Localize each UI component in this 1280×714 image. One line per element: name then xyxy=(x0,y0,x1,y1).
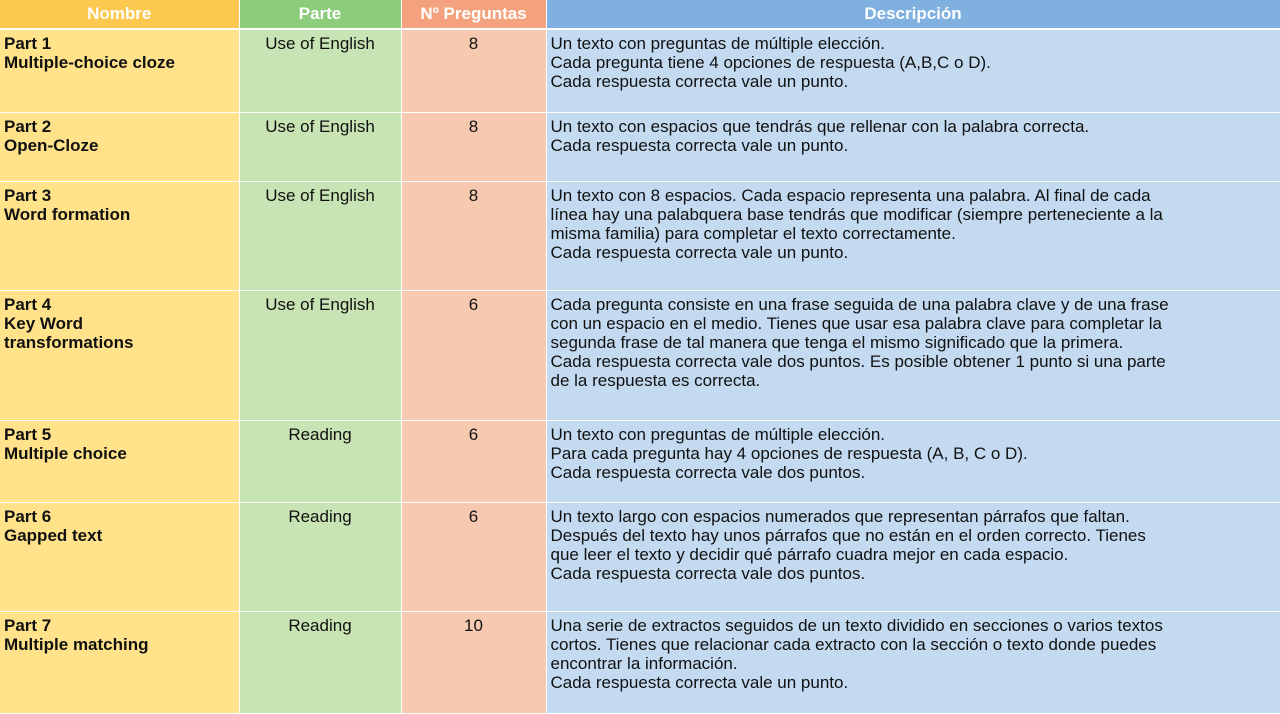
section-cell: Reading xyxy=(239,503,401,612)
description-line: Un texto con preguntas de múltiple elección. xyxy=(550,34,886,53)
description-line: Cada respuesta correcta vale dos puntos. Es posible obtener 1 punto si una parte xyxy=(550,352,1166,371)
part-label: Part 7 xyxy=(4,616,52,635)
name-cell xyxy=(0,182,239,291)
description-cell xyxy=(546,612,1280,714)
header-num-preguntas: Nº Preguntas xyxy=(401,0,546,29)
part-title: Open-Cloze xyxy=(4,136,99,155)
table-row xyxy=(0,503,1280,612)
part-title: Word formation xyxy=(4,205,131,224)
description-line: que leer el texto y decidir qué párrafo cuadra mejor en cada espacio. xyxy=(550,545,1069,564)
description-line: Cada respuesta correcta vale dos puntos. xyxy=(550,564,866,583)
section-cell: Use of English xyxy=(239,182,401,291)
name-cell xyxy=(0,612,239,714)
description-line: Cada respuesta correcta vale un punto. xyxy=(550,673,849,692)
description-line: Un texto con 8 espacios. Cada espacio representa una palabra. Al final de cada xyxy=(550,186,1151,205)
questions-cell: 10 xyxy=(401,612,546,714)
table-row xyxy=(0,29,1280,113)
questions-cell: 8 xyxy=(401,29,546,113)
part-title: Gapped text xyxy=(4,526,103,545)
table-header xyxy=(0,0,1280,29)
name-cell xyxy=(0,113,239,182)
description-line: Un texto con preguntas de múltiple elección. xyxy=(550,425,886,444)
description-cell xyxy=(546,29,1280,113)
table-body xyxy=(0,29,1280,714)
table-row xyxy=(0,291,1280,421)
description-line: Cada pregunta consiste en una frase seguida de una palabra clave y de una frase xyxy=(550,295,1169,314)
description-line: Cada pregunta tiene 4 opciones de respuesta (A,B,C o D). xyxy=(550,53,991,72)
description-line: Un texto largo con espacios numerados que representan párrafos que faltan. xyxy=(550,507,1130,526)
part-label: Part 3 xyxy=(4,186,52,205)
section-cell: Use of English xyxy=(239,29,401,113)
header-parte: Parte xyxy=(239,0,401,29)
section-cell: Reading xyxy=(239,421,401,503)
description-cell xyxy=(546,421,1280,503)
table-row xyxy=(0,113,1280,182)
questions-cell: 6 xyxy=(401,421,546,503)
part-title: Multiple matching xyxy=(4,635,149,654)
part-title: Multiple choice xyxy=(4,444,127,463)
questions-cell: 8 xyxy=(401,113,546,182)
table-row xyxy=(0,182,1280,291)
description-line: Una serie de extractos seguidos de un texto dividido en secciones o varios textos xyxy=(550,616,1163,635)
description-line: cortos. Tienes que relacionar cada extracto con la sección o texto donde puedes xyxy=(550,635,1157,654)
section-cell: Reading xyxy=(239,612,401,714)
part-title: Multiple-choice cloze xyxy=(4,53,175,72)
header-row xyxy=(0,0,1280,29)
header-nombre: Nombre xyxy=(0,0,239,29)
description-line: Para cada pregunta hay 4 opciones de respuesta (A, B, C o D). xyxy=(550,444,1028,463)
questions-cell: 6 xyxy=(401,291,546,421)
name-cell xyxy=(0,421,239,503)
part-label: Part 1 xyxy=(4,34,52,53)
name-cell xyxy=(0,503,239,612)
description-line: Cada respuesta correcta vale un punto. xyxy=(550,136,849,155)
description-cell xyxy=(546,113,1280,182)
name-cell xyxy=(0,29,239,113)
questions-cell: 6 xyxy=(401,503,546,612)
description-cell xyxy=(546,291,1280,421)
description-line: con un espacio en el medio. Tienes que usar esa palabra clave para completar la xyxy=(550,314,1162,333)
description-line: línea hay una palabquera base tendrás que modificar (siempre perteneciente a la xyxy=(550,205,1163,224)
description-cell xyxy=(546,182,1280,291)
section-cell: Use of English xyxy=(239,291,401,421)
part-label: Part 5 xyxy=(4,425,52,444)
description-line: de la respuesta es correcta. xyxy=(550,371,761,390)
name-cell xyxy=(0,291,239,421)
header-descripcion: Descripción xyxy=(546,0,1280,29)
description-line: misma familia) para completar el texto correctamente. xyxy=(550,224,956,243)
section-cell: Use of English xyxy=(239,113,401,182)
part-label: Part 2 xyxy=(4,117,52,136)
part-title-continued: transformations xyxy=(4,333,134,352)
description-line: encontrar la información. xyxy=(550,654,738,673)
table-row xyxy=(0,612,1280,714)
table-row xyxy=(0,421,1280,503)
description-line: Cada respuesta correcta vale un punto. xyxy=(550,243,849,262)
questions-cell: 8 xyxy=(401,182,546,291)
part-title: Key Word xyxy=(4,314,84,333)
description-cell xyxy=(546,503,1280,612)
description-line: Cada respuesta correcta vale dos puntos. xyxy=(550,463,866,482)
part-label: Part 4 xyxy=(4,295,52,314)
description-line: Un texto con espacios que tendrás que rellenar con la palabra correcta. xyxy=(550,117,1090,136)
description-line: Después del texto hay unos párrafos que no están en el orden correcto. Tienes xyxy=(550,526,1146,545)
description-line: segunda frase de tal manera que tenga el mismo significado que la primera. xyxy=(550,333,1124,352)
description-line: Cada respuesta correcta vale un punto. xyxy=(550,72,849,91)
part-label: Part 6 xyxy=(4,507,52,526)
